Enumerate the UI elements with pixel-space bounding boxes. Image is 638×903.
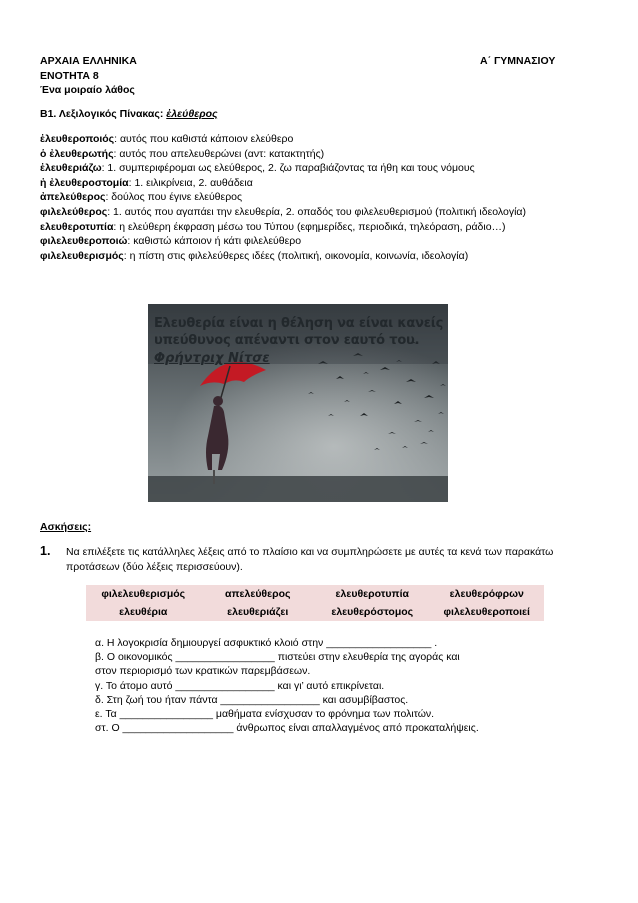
glossary-definition: : αυτός που καθιστά κάποιον ελεύθερο <box>114 133 294 145</box>
glossary-entry <box>40 147 598 162</box>
glossary-definition: : δούλος που έγινε ελεύθερος <box>105 191 243 204</box>
fill-in-sentences <box>95 636 565 735</box>
sentence-line: α. Η λογοκρισία δημιουργεί ασφυκτικό κλοιό στην __________________ . <box>95 637 438 649</box>
glossary-term: φιλελεύθερος <box>40 205 108 218</box>
exercise-instructions: Να επιλέξετε τις κατάλληλες λέξεις από το πλαίσιο και να συμπληρώσετε με αυτές τα κενά των παρακάτω προτάσεων (δύο λέξεις περισσεύουν). <box>66 546 554 573</box>
glossary-entry <box>40 234 598 249</box>
sentence-line: στ. Ο ___________________ άνθρωπος είναι απαλλαγμένος από προκαταλήψεις. <box>95 722 479 735</box>
glossary-definition: : 1. ειλικρίνεια, 2. αυθάδεια <box>128 176 253 189</box>
glossary-entry <box>40 205 598 220</box>
glossary-entry <box>40 220 598 235</box>
glossary-term: ἐλευθεριάζω <box>40 162 102 175</box>
glossary-entry <box>40 190 598 205</box>
word-cell: ελευθερόφρων <box>449 588 524 600</box>
word-cell: ελευθεριάζει <box>227 606 289 618</box>
glossary-definition: : 1. συμπεριφέρομαι ως ελεύθερος, 2. ζω παραβιάζοντας τα ήθη και τους νόμους <box>101 162 475 175</box>
word-box-table <box>86 585 544 621</box>
subject-title: ΑΡΧΑΙΑ ΕΛΛΗΝΙΚΑ <box>40 55 137 67</box>
exercise-number: 1. <box>40 544 51 558</box>
word-row <box>86 585 544 603</box>
unit-title: ΕΝΟΤΗΤΑ 8 <box>40 69 99 82</box>
header-left <box>40 54 137 98</box>
glossary-definition: : αυτός που απελευθερώνει (αντ: κατακτητής) <box>113 147 325 160</box>
section-heading <box>40 108 218 120</box>
glossary-entry <box>40 161 598 176</box>
glossary-list <box>40 132 598 263</box>
glossary-term: ἡ ἐλευθεροστομία <box>40 176 129 189</box>
word-cell: ελευθέρια <box>119 606 168 618</box>
glossary-definition: : η ελεύθερη έκφραση μέσω του Τύπου (εφημερίδες, περιοδικά, τηλεόραση, ράδιο…) <box>113 220 506 233</box>
glossary-definition: : η πίστη στις φιλελεύθερες ιδέες (πολιτική, οικονομία, κοινωνία, ιδεολογία) <box>123 249 469 262</box>
sentence-line: β. Ο οικονομικός _________________ πιστεύει στην ελευθερία της αγοράς και <box>95 651 460 664</box>
word-cell: φιλελευθεροποιεί <box>443 606 530 618</box>
sentence-line: γ. Το άτομο αυτό _________________ και γι’ αυτό επικρίνεται. <box>95 679 385 692</box>
section-label: Β1. Λεξιλογικός Πίνακας: <box>40 108 164 120</box>
word-cell: απελεύθερος <box>225 588 291 600</box>
image-quote-line1: Ελευθερία είναι η θέληση να είναι κανείς <box>154 316 444 331</box>
section-keyword: ἐλεύθερος <box>166 108 218 120</box>
image-quote-line2: υπεύθυνος απέναντι στον εαυτό του. <box>154 333 420 348</box>
word-row <box>86 603 544 621</box>
glossary-entry <box>40 132 598 147</box>
glossary-entry <box>40 176 598 191</box>
glossary-term: φιλελευθεροποιώ <box>40 235 128 248</box>
word-cell: φιλελευθερισμός <box>101 588 186 600</box>
grade-label: Α΄ ΓΥΜΝΑΣΙΟΥ <box>480 55 556 67</box>
sentence-line: στον περιορισμό των κρατικών παρεμβάσεων. <box>95 665 311 678</box>
word-cell: ελευθεροτυπία <box>335 588 409 600</box>
glossary-definition: : 1. αυτός που αγαπάει την ελευθερία, 2. οπαδός του φιλελευθερισμού (πολιτική ιδεολογία) <box>107 205 526 218</box>
glossary-term: φιλελευθερισμός <box>40 249 124 262</box>
glossary-definition: : καθιστώ κάποιον ή κάτι φιλελεύθερο <box>127 235 302 248</box>
quote-image <box>148 304 448 502</box>
sentence-line: δ. Στη ζωή του ήταν πάντα _________________ και ασυμβίβαστος. <box>95 693 409 706</box>
lesson-title: Ένα μοιραίο λάθος <box>40 84 135 96</box>
ground <box>148 476 448 502</box>
word-box <box>86 585 544 621</box>
glossary-term: ἐλευθεροποιός <box>40 133 115 145</box>
sentence-line: ε. Τα ________________ μαθήματα ενίσχυσαν το φρόνημα των πολιτών. <box>95 708 435 721</box>
glossary-term: ἀπελεύθερος <box>40 191 106 204</box>
word-cell: ελευθερόστομος <box>331 606 414 618</box>
exercises-heading: Ασκήσεις: <box>40 521 92 533</box>
glossary-term: ὁ ἐλευθερωτής <box>40 147 114 160</box>
glossary-term: ελευθεροτυπία <box>40 220 114 233</box>
glossary-entry <box>40 249 598 264</box>
image-quote-author: Φρήντριχ Νίτσε <box>154 351 270 366</box>
